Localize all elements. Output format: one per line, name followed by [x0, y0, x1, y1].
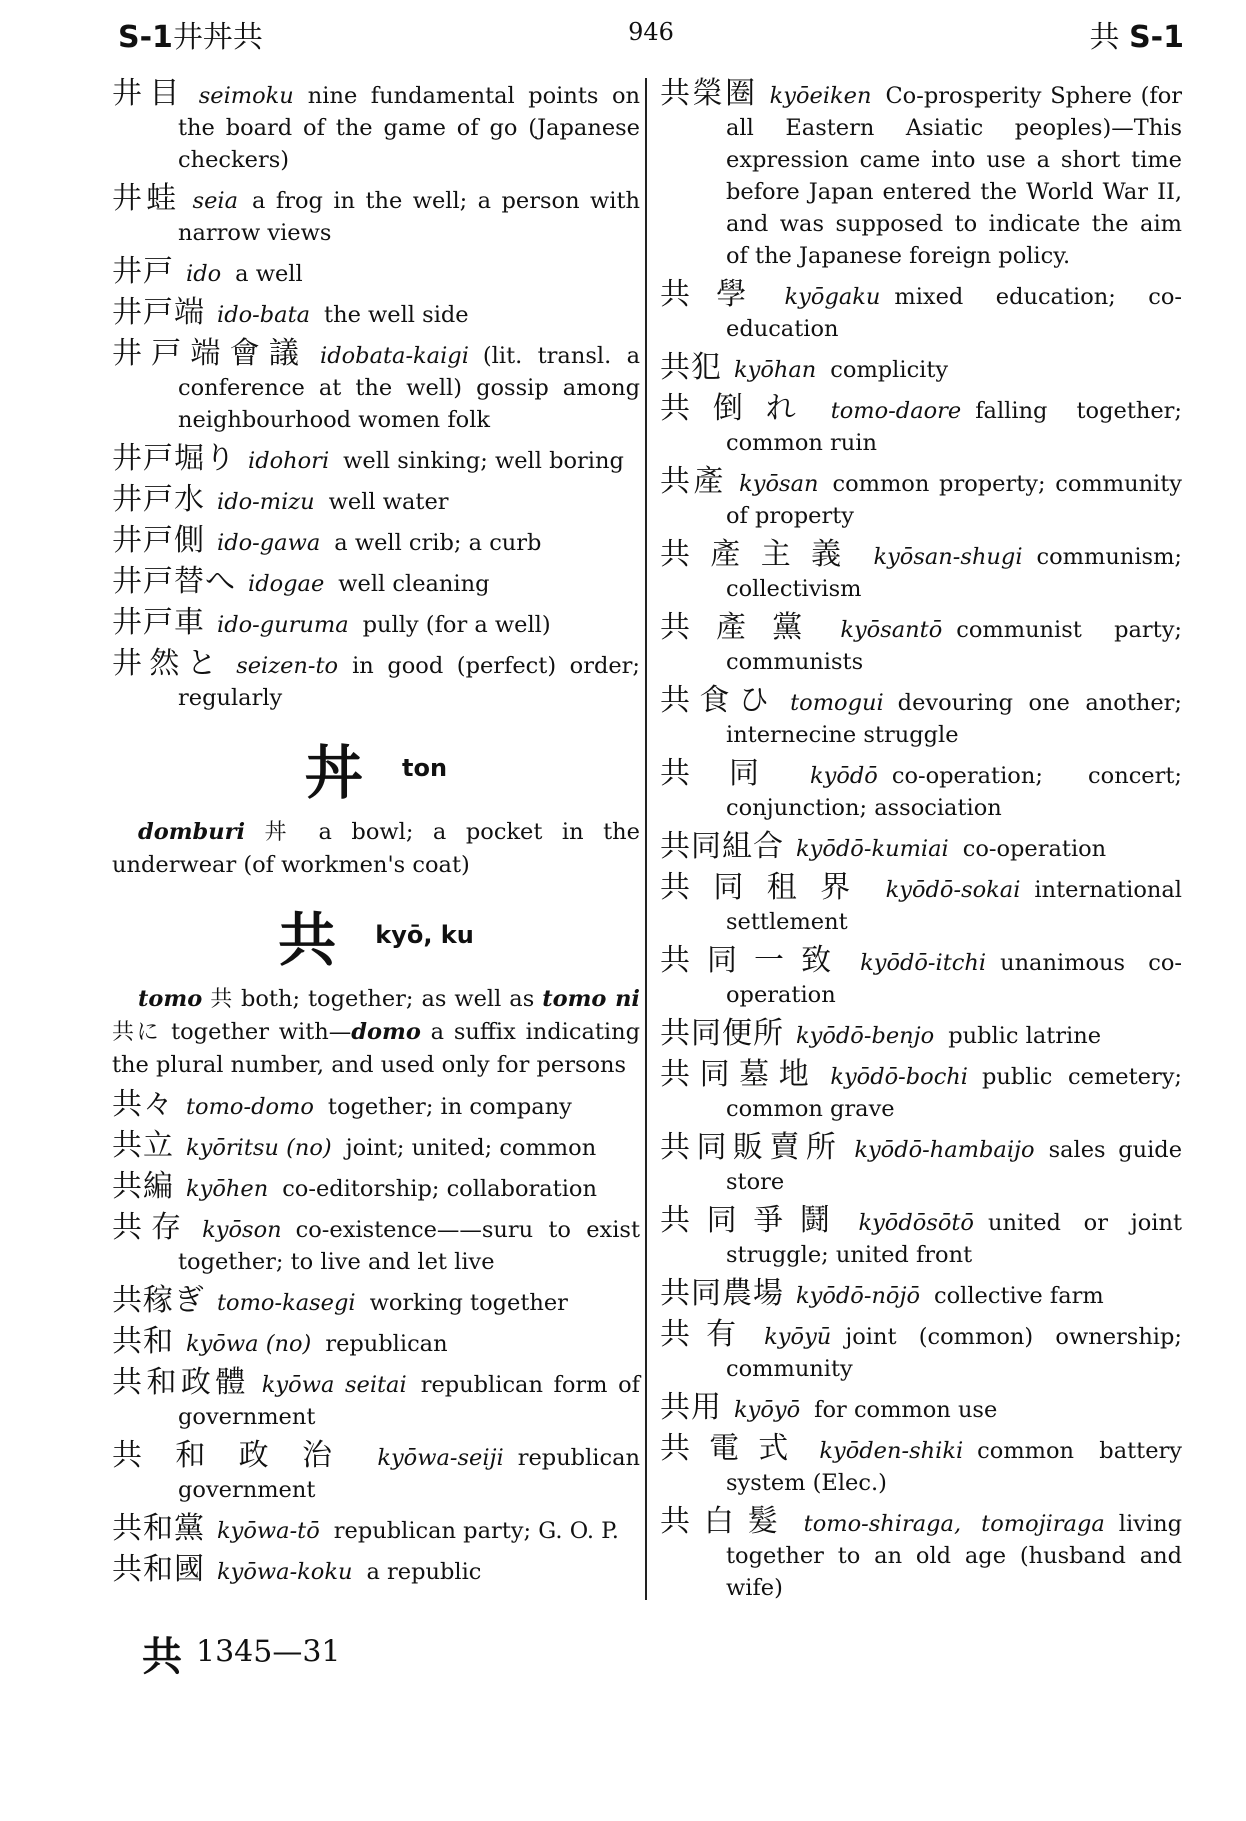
entry-definition: working together	[369, 1290, 568, 1316]
entry-kanji: 共產	[660, 464, 728, 499]
dictionary-entry	[112, 484, 640, 518]
entry-romanization: kyōdō-kumiai	[796, 836, 949, 862]
header-right-code: S-1	[1129, 20, 1184, 55]
dictionary-entry	[660, 1132, 1182, 1198]
entry-kanji: 共榮圈	[660, 76, 758, 111]
entry-romanization: ido-gawa	[217, 530, 321, 556]
entry-romanization: kyōsan-shugi	[873, 544, 1023, 570]
kyo-definition	[112, 983, 640, 1081]
entry-definition: complicity	[830, 357, 949, 383]
dictionary-entry	[660, 1319, 1182, 1385]
entry-definition: republican	[325, 1331, 448, 1357]
entry-definition: well sinking; well boring	[343, 448, 624, 474]
entry-definition: sales guide store	[726, 1137, 1183, 1195]
entry-definition: joint (common) ownership; community	[726, 1324, 1182, 1382]
left-entry-list-2	[112, 1089, 640, 1588]
entry-kanji: 共同	[660, 756, 799, 791]
entry-definition: international settlement	[726, 877, 1182, 935]
entry-romanization: tomo-shiraga, tomojiraga	[803, 1511, 1105, 1537]
dictionary-entry	[660, 831, 1182, 865]
entry-definition: a republic	[366, 1559, 482, 1585]
entry-romanization: kyōwa (no)	[186, 1331, 312, 1357]
entry-definition: republican government	[178, 1445, 640, 1503]
entry-kanji: 井然と	[112, 646, 225, 681]
entry-kanji: 井戸端會議	[112, 336, 309, 371]
entry-definition: well water	[328, 489, 449, 515]
head-char: 丼	[304, 739, 363, 807]
entry-romanization: kyōgaku	[784, 284, 881, 310]
dictionary-entry	[660, 393, 1182, 459]
entry-definition: together; in company	[327, 1094, 572, 1120]
footer-ref-number: 1345—31	[196, 1634, 341, 1670]
entry-romanization: kyōson	[202, 1217, 282, 1243]
entry-romanization: kyōdō-nōjō	[796, 1283, 921, 1309]
definition-text: together with—	[171, 1019, 352, 1045]
entry-kanji: 共立	[112, 1128, 174, 1163]
head-reading: kyō, ku	[375, 921, 474, 949]
dictionary-entry	[112, 1326, 640, 1360]
entry-kanji: 共同一致	[660, 943, 849, 978]
entry-definition: falling together; common ruin	[726, 398, 1183, 456]
entry-romanization: kyōyū	[764, 1324, 832, 1350]
entry-kanji: 共用	[660, 1390, 722, 1425]
header-left-kanji: 井丼共	[172, 20, 263, 55]
entry-definition: public latrine	[948, 1023, 1102, 1049]
dictionary-entry	[660, 279, 1182, 345]
entry-kanji: 共和國	[112, 1552, 205, 1587]
dictionary-entry	[112, 1513, 640, 1547]
footer-reference	[142, 1625, 341, 1682]
left-column	[112, 78, 640, 1595]
entry-romanization: kyōeiken	[769, 83, 872, 109]
right-column	[660, 78, 1182, 1611]
entry-romanization: tomo-kasegi	[217, 1290, 356, 1316]
entry-romanization: kyōsantō	[840, 617, 943, 643]
entry-romanization: kyōhan	[734, 357, 817, 383]
entry-romanization: tomogui	[790, 690, 884, 716]
entry-definition: living together to an old age (husband and wife)	[726, 1511, 1182, 1601]
entry-definition: co-operation	[962, 836, 1107, 862]
entry-kanji: 共犯	[660, 350, 722, 385]
entry-definition: Co-prosperity Sphere (for all Eastern Asiatic peoples)—This expression came into use a short time before Japan entered the World War II, and was supposed to indicate the aim of the Japanese foreign policy.	[726, 83, 1182, 269]
bold-word: tomo	[138, 986, 203, 1012]
entry-definition: well cleaning	[338, 571, 490, 597]
entry-kanji: 共有	[660, 1317, 753, 1352]
entry-definition: (lit. transl. a conference at the well) gossip among neighbourhood women folk	[178, 343, 640, 433]
entry-romanization: kyōdō-itchi	[860, 950, 987, 976]
header-left-code: S-1	[118, 20, 173, 55]
entry-romanization: kyōdō-benjo	[796, 1023, 935, 1049]
entry-definition: devouring one another; internecine struggle	[726, 690, 1183, 748]
entry-kanji: 共同販賣所	[660, 1130, 843, 1165]
entry-definition: nine fundamental points on the board of the game of go (Japanese checkers)	[178, 83, 640, 173]
dictionary-entry	[112, 607, 640, 641]
entry-kanji: 井戸堀り	[112, 441, 236, 476]
entry-kanji: 井戸側	[112, 523, 205, 558]
entry-definition: co-existence——suru to exist together; to live and let live	[178, 1217, 640, 1275]
entry-kanji: 井戸水	[112, 482, 205, 517]
inline-kanji: 丼	[264, 820, 299, 845]
entry-romanization: ido-mizu	[217, 489, 315, 515]
entry-definition: pully (for a well)	[362, 612, 551, 638]
entry-romanization: kyōdō-hambaijo	[854, 1137, 1035, 1163]
right-entry-list	[660, 78, 1182, 1604]
entry-romanization: kyōden-shiki	[819, 1438, 964, 1464]
dictionary-entry	[660, 1278, 1182, 1312]
entry-definition: communist party; communists	[726, 617, 1182, 675]
entry-romanization: idobata-kaigi	[320, 343, 469, 369]
entry-kanji: 共稼ぎ	[112, 1283, 205, 1318]
entry-romanization: idogae	[248, 571, 325, 597]
dictionary-entry	[660, 685, 1182, 751]
dictionary-entry	[660, 945, 1182, 1011]
dictionary-entry	[112, 338, 640, 436]
definition-text: a bowl; a pocket in the underwear (of workmen's coat)	[112, 819, 640, 878]
dictionary-entry	[660, 1018, 1182, 1052]
entry-definition: co-operation; concert; conjunction; association	[726, 763, 1182, 821]
ton-definition	[112, 816, 640, 881]
dictionary-entry	[112, 183, 640, 249]
entry-romanization: kyōwa-tō	[217, 1518, 320, 1544]
entry-romanization: ido-guruma	[217, 612, 349, 638]
entry-kanji: 共電式	[660, 1431, 808, 1466]
dictionary-entry	[112, 1554, 640, 1588]
entry-kanji: 共和政治	[112, 1438, 366, 1473]
entry-romanization: idohori	[248, 448, 330, 474]
entry-definition: co-editorship; collaboration	[282, 1176, 597, 1202]
dictionary-entry	[112, 1089, 640, 1123]
entry-kanji: 共同租界	[660, 870, 874, 905]
entry-definition: the well side	[324, 302, 469, 328]
entry-romanization: ido	[186, 261, 222, 287]
entry-kanji: 共白髮	[660, 1504, 792, 1539]
head-character-kyo	[112, 893, 640, 977]
entry-kanji: 共食ひ	[660, 683, 779, 718]
dictionary-entry	[112, 1367, 640, 1433]
entry-kanji: 井戸替へ	[112, 564, 236, 599]
entry-kanji: 共和	[112, 1324, 174, 1359]
head-char: 共	[278, 906, 337, 974]
bold-word: domburi	[138, 819, 246, 845]
dictionary-entry	[112, 525, 640, 559]
bold-word: domo	[351, 1019, 421, 1045]
head-character-ton	[112, 726, 640, 810]
inline-kanji: 共に	[112, 1020, 162, 1045]
definition-text: both; together; as well as	[240, 986, 535, 1012]
left-entry-list	[112, 78, 640, 714]
entry-romanization: seimoku	[198, 83, 294, 109]
dictionary-entry	[112, 1171, 640, 1205]
dictionary-entry	[660, 78, 1182, 272]
entry-romanization: seia	[192, 188, 239, 214]
entry-definition: collective farm	[934, 1283, 1104, 1309]
dictionary-entry	[660, 1506, 1182, 1604]
entry-kanji: 共々	[112, 1087, 174, 1122]
dictionary-entry	[660, 872, 1182, 938]
entry-romanization: kyōwa seitai	[261, 1372, 407, 1398]
entry-kanji: 共編	[112, 1169, 174, 1204]
entry-romanization: kyōdō-sokai	[885, 877, 1021, 903]
entry-romanization: tomo-daore	[830, 398, 962, 424]
entry-definition: public cemetery; common grave	[726, 1064, 1182, 1122]
dictionary-entry	[660, 1392, 1182, 1426]
dictionary-entry	[660, 1205, 1182, 1271]
dictionary-entry	[112, 1285, 640, 1319]
dictionary-entry	[112, 256, 640, 290]
dictionary-entry	[112, 1130, 640, 1164]
footer-kanji: 共	[142, 1634, 182, 1680]
entry-kanji: 共倒れ	[660, 391, 819, 426]
entry-romanization: kyōritsu (no)	[186, 1135, 332, 1161]
header-right-kanji: 共	[1089, 20, 1120, 55]
entry-definition: united or joint struggle; united front	[726, 1210, 1183, 1268]
entry-definition: a well	[235, 261, 303, 287]
entry-definition: in good (perfect) order; regularly	[178, 653, 641, 711]
entry-kanji: 共和政體	[112, 1365, 250, 1400]
dictionary-entry	[112, 1212, 640, 1278]
entry-definition: for common use	[814, 1397, 998, 1423]
dictionary-entry	[660, 352, 1182, 386]
entry-romanization: tomo-domo	[186, 1094, 314, 1120]
entry-kanji: 井目	[112, 76, 187, 111]
entry-romanization: kyōdō	[810, 763, 878, 789]
entry-definition: a frog in the well; a person with narrow views	[178, 188, 640, 246]
dictionary-entry	[112, 566, 640, 600]
dictionary-entry	[112, 1440, 640, 1506]
entry-romanization: ido-bata	[217, 302, 311, 328]
entry-definition: communism; collectivism	[726, 544, 1182, 602]
dictionary-entry	[660, 1433, 1182, 1499]
entry-kanji: 共產主義	[660, 537, 862, 572]
head-reading: ton	[402, 754, 448, 782]
dictionary-entry	[660, 758, 1182, 824]
entry-kanji: 共學	[660, 277, 773, 312]
entry-kanji: 井戸車	[112, 605, 205, 640]
entry-definition: joint; united; common	[345, 1135, 597, 1161]
dictionary-entry	[660, 612, 1182, 678]
inline-kanji: 共	[210, 987, 233, 1012]
definition-text: a suffix indicating the plural number, and used only for persons	[112, 1019, 640, 1078]
entry-romanization: kyōyō	[734, 1397, 801, 1423]
entry-kanji: 共同爭鬪	[660, 1203, 847, 1238]
dictionary-entry	[660, 1059, 1182, 1125]
page-header	[118, 10, 1184, 54]
entry-definition: a well crib; a curb	[334, 530, 542, 556]
entry-definition: republican party; G. O. P.	[333, 1518, 619, 1544]
entry-romanization: kyōdōsōtō	[858, 1210, 974, 1236]
entry-kanji: 井戸	[112, 254, 174, 289]
entry-kanji: 共和黨	[112, 1511, 205, 1546]
entry-romanization: kyōwa-seiji	[377, 1445, 504, 1471]
column-divider	[645, 78, 647, 1600]
header-right	[1090, 12, 1184, 56]
entry-romanization: seizen-to	[236, 653, 339, 679]
dictionary-entry	[660, 539, 1182, 605]
entry-kanji: 共產黨	[660, 610, 829, 645]
entry-definition: unanimous co-operation	[726, 950, 1183, 1008]
dictionary-entry	[112, 297, 640, 331]
entry-definition: common battery system (Elec.)	[726, 1438, 1182, 1496]
entry-romanization: kyōhen	[186, 1176, 269, 1202]
entry-kanji: 井蛙	[112, 181, 181, 216]
dictionary-entry	[660, 466, 1182, 532]
entry-kanji: 井戸端	[112, 295, 205, 330]
entry-kanji: 共同便所	[660, 1016, 784, 1051]
entry-definition: common property; community of property	[726, 471, 1183, 529]
entry-romanization: kyōsan	[739, 471, 819, 497]
dictionary-entry	[112, 78, 640, 176]
entry-kanji: 共同農場	[660, 1276, 784, 1311]
entry-definition: mixed education; co-education	[726, 284, 1183, 342]
entry-romanization: kyōwa-koku	[217, 1559, 353, 1585]
entry-kanji: 共同組合	[660, 829, 784, 864]
bold-word: tomo ni	[542, 986, 640, 1012]
page-number: 946	[628, 18, 674, 46]
entry-kanji: 共同墓地	[660, 1057, 819, 1092]
entry-definition: republican form of government	[178, 1372, 640, 1430]
dictionary-entry	[112, 648, 640, 714]
entry-romanization: kyōdō-bochi	[830, 1064, 968, 1090]
dictionary-entry	[112, 443, 640, 477]
entry-kanji: 共存	[112, 1210, 191, 1245]
